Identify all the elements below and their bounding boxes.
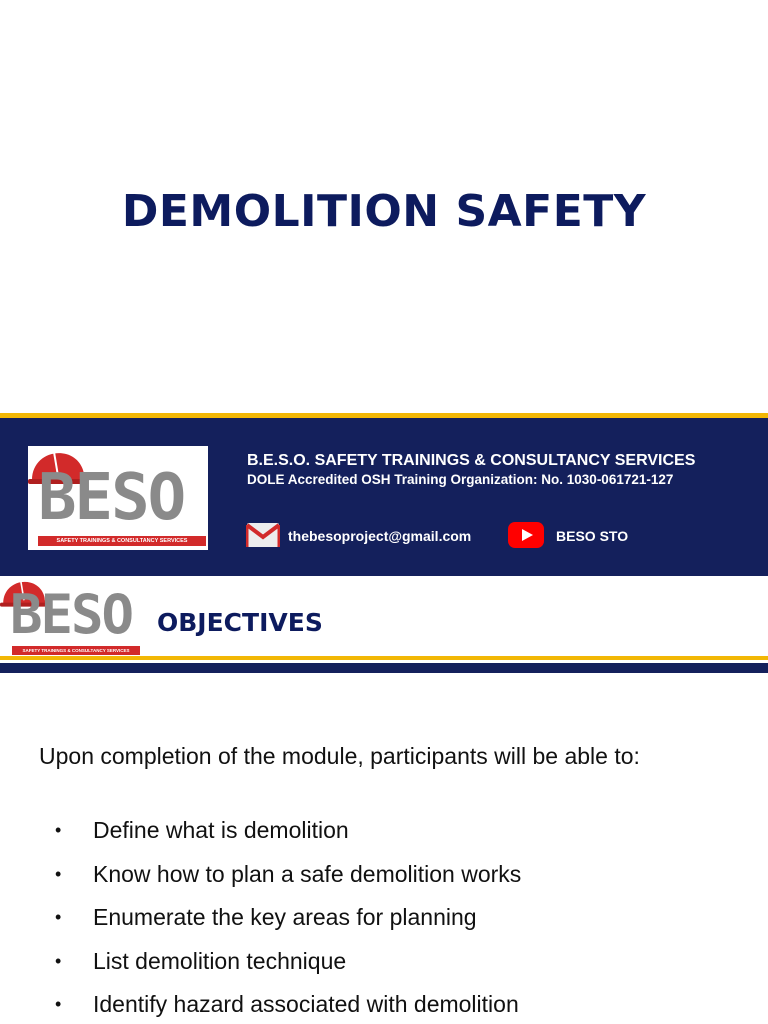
accreditation-number: DOLE Accredited OSH Training Organization: No. 1030-061721-127 [247, 472, 674, 487]
bullet: • [55, 950, 62, 971]
header-gold-stripe [0, 656, 768, 660]
slide-title: DEMOLITION SAFETY [121, 186, 647, 237]
beso-logo [28, 446, 208, 550]
header-navy-stripe [0, 663, 768, 673]
list-item [0, 860, 768, 904]
youtube-channel-name: BESO STO [556, 528, 629, 544]
list-item [0, 947, 768, 991]
objectives-heading: OBJECTIVES [157, 608, 323, 637]
beso-logo-small [0, 576, 142, 656]
objective-text: Identify hazard associated with demolition [93, 991, 519, 1017]
bullet: • [55, 820, 62, 840]
list-item [0, 816, 768, 860]
youtube-icon [508, 522, 544, 548]
contact-email: thebesoproject@gmail.com [288, 528, 472, 544]
objective-text: Enumerate the key areas for planning [93, 904, 477, 930]
list-item [0, 903, 768, 947]
logo-tagline: SAFETY TRAININGS & CONSULTANCY SERVICES [38, 536, 206, 546]
objectives-intro: Upon completion of the module, participants will be able to: [39, 743, 640, 769]
gmail-icon [246, 517, 280, 549]
objectives-list [0, 816, 768, 1024]
bullet: • [55, 863, 62, 884]
logo-tagline: SAFETY TRAININGS & CONSULTANCY SERVICES [12, 646, 140, 655]
objectives-slide [0, 576, 768, 1024]
logo-wordmark: BESO [10, 583, 133, 646]
objective-text: Know how to plan a safe demolition works [93, 860, 522, 887]
organization-name: B.E.S.O. SAFETY TRAININGS & CONSULTANCY SERVICES [247, 452, 696, 469]
objective-text: Define what is demolition [93, 817, 349, 843]
list-item [0, 990, 768, 1024]
bullet: • [55, 994, 62, 1014]
objective-text: List demolition technique [93, 947, 347, 974]
company-banner [0, 418, 768, 576]
bullet: • [55, 907, 62, 927]
logo-wordmark: BESO [38, 461, 185, 535]
